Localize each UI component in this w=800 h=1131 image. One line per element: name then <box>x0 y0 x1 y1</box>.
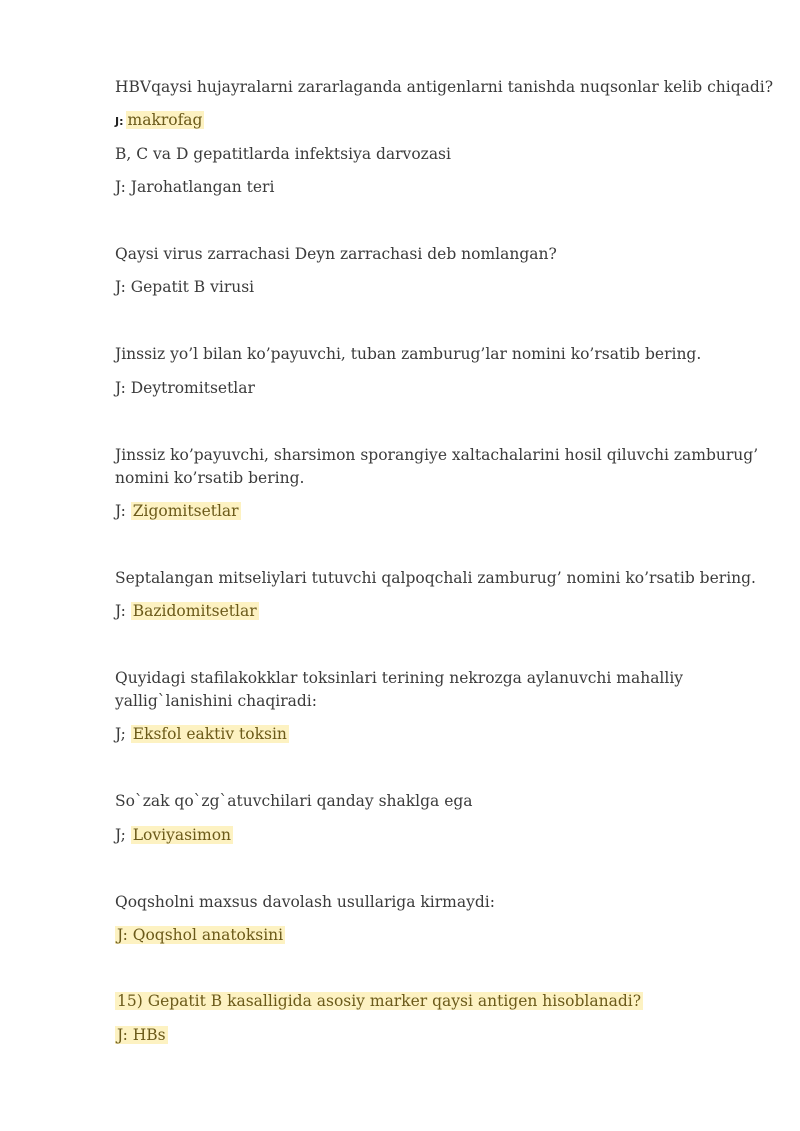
question-text: HBVqaysi hujayralarni zararlaganda antigenlarni tanishda nuqsonlar kelib chiqadi? <box>115 78 774 96</box>
question-text-line2: nomini ko’rsatib bering. <box>115 469 305 487</box>
answer-line <box>115 723 289 746</box>
answer-prefix: J: <box>115 602 126 620</box>
answer-line: J: Jarohatlangan teri <box>115 178 275 196</box>
answer-prefix: J: <box>115 115 124 128</box>
highlighted-answer: Eksfol eaktiv toksin <box>132 725 287 743</box>
highlighted-answer: makrofag <box>127 111 203 129</box>
question-text: Septalangan mitseliylari tutuvchi qalpoqchali zamburug’ nomini ko’rsatib bering. <box>115 569 756 587</box>
question-text-line1: Quyidagi stafilakokklar toksinlari terining nekrozga aylanuvchi mahalliy <box>115 669 684 687</box>
answer-line: J: Gepatit B virusi <box>115 278 255 296</box>
answer-prefix: J; <box>115 725 126 743</box>
question-text-line1: Jinssiz ko’payuvchi, sharsimon sporangiye xaltachalarini hosil qiluvchi zamburug’ <box>115 446 759 464</box>
question-text-line2: yallig`lanishini chaqiradi: <box>115 692 317 710</box>
answer-line <box>115 924 285 947</box>
answer-line: J: Deytromitsetlar <box>115 379 255 397</box>
question-text: Qaysi virus zarrachasi Deyn zarrachasi deb nomlangan? <box>115 245 557 263</box>
highlighted-answer: J: HBs <box>117 1026 166 1044</box>
question-text: Qoqsholni maxsus davolash usullariga kirmaydi: <box>115 893 495 911</box>
highlighted-question: 15) Gepatit B kasalligida asosiy marker qaysi antigen hisoblanadi? <box>117 992 642 1010</box>
highlighted-answer: J: Qoqshol anatoksini <box>117 926 284 944</box>
answer-line <box>115 500 241 523</box>
answer-line <box>115 824 233 847</box>
question-text: B, C va D gepatitlarda infektsiya darvozasi <box>115 145 451 163</box>
highlighted-answer: Bazidomitsetlar <box>132 602 257 620</box>
highlighted-answer: Zigomitsetlar <box>132 502 239 520</box>
highlighted-answer: Loviyasimon <box>132 826 232 844</box>
answer-line <box>115 109 204 133</box>
question-text <box>115 990 643 1013</box>
answer-line <box>115 1024 168 1047</box>
answer-line <box>115 600 259 623</box>
question-text: So`zak qo`zg`atuvchilari qanday shaklga ega <box>115 792 473 810</box>
answer-prefix: J; <box>115 826 126 844</box>
answer-prefix: J: <box>115 502 126 520</box>
question-text: Jinssiz yo’l bilan ko’payuvchi, tuban zamburug’lar nomini ko’rsatib bering. <box>115 345 702 363</box>
